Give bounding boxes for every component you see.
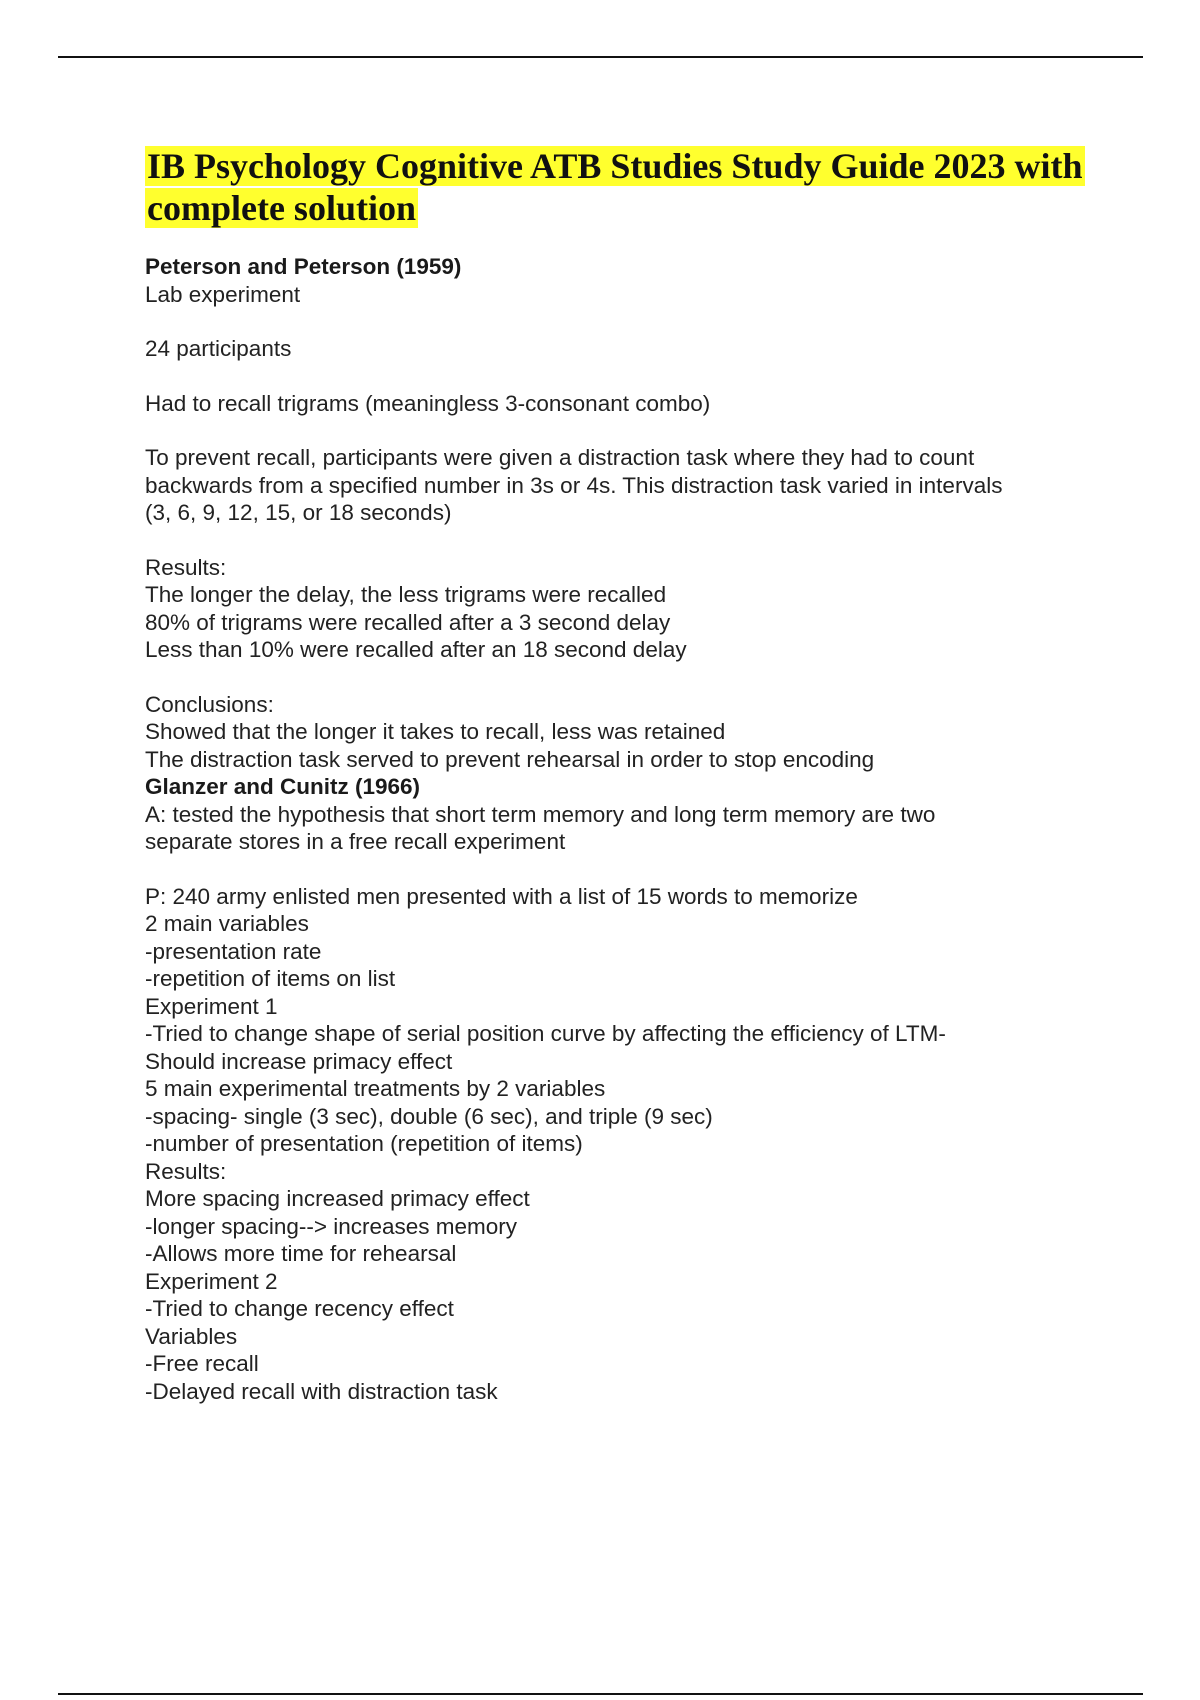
section-heading: Glanzer and Cunitz (1966)	[145, 774, 421, 799]
paragraph: Conclusions: Showed that the longer it takes to recall, less was retained The distraction task served to prevent rehearsal in order to stop encoding	[145, 691, 875, 772]
footer-rule	[58, 1693, 1143, 1695]
paragraph: A: tested the hypothesis that short term memory and long term memory are two separate stores in a free recall experiment	[145, 801, 936, 854]
section-heading: Peterson and Peterson (1959)	[145, 254, 462, 279]
paragraph: Had to recall trigrams (meaningless 3-consonant combo)	[145, 390, 711, 416]
header-rule	[58, 56, 1143, 58]
paragraph: Lab experiment	[145, 281, 301, 307]
paragraph: Results: The longer the delay, the less trigrams were recalled 80% of trigrams were recalled after a 3 second delay Less than 10% were recalled after an 18 second delay	[145, 554, 687, 662]
paragraph: To prevent recall, participants were given a distraction task where they had to count backwards from a specified number in 3s or 4s. This distraction task varied in intervals (3, 6, 9, 12, 15, or 18 seconds)	[145, 445, 1003, 525]
section-peterson	[145, 253, 1105, 773]
document-title-text: IB Psychology Cognitive ATB Studies Study Guide 2023 with complete solution	[147, 146, 1083, 228]
paragraph: P: 240 army enlisted men presented with a list of 15 words to memorize 2 main variables -presentation rate -repetition of items on list Experiment 1 -Tried to change shape of serial position curve by affecting the efficiency of LTM- Should increase primacy effect 5 main experimental treatments by 2 variables -spacing- single (3 sec), double (6 sec), and triple (9 sec) -number of presentation (repetition of items) Results: More spacing increased primacy effect -longer spacing--> increases memory -Allows more time for rehearsal Experiment 2 -Tried to change recency effect Variables -Free recall -Delayed recall with distraction task	[145, 883, 946, 1404]
section-glanzer	[145, 773, 1105, 1405]
document-body	[145, 145, 1105, 1405]
paragraph: 24 participants	[145, 336, 292, 361]
document-title	[145, 145, 1105, 229]
